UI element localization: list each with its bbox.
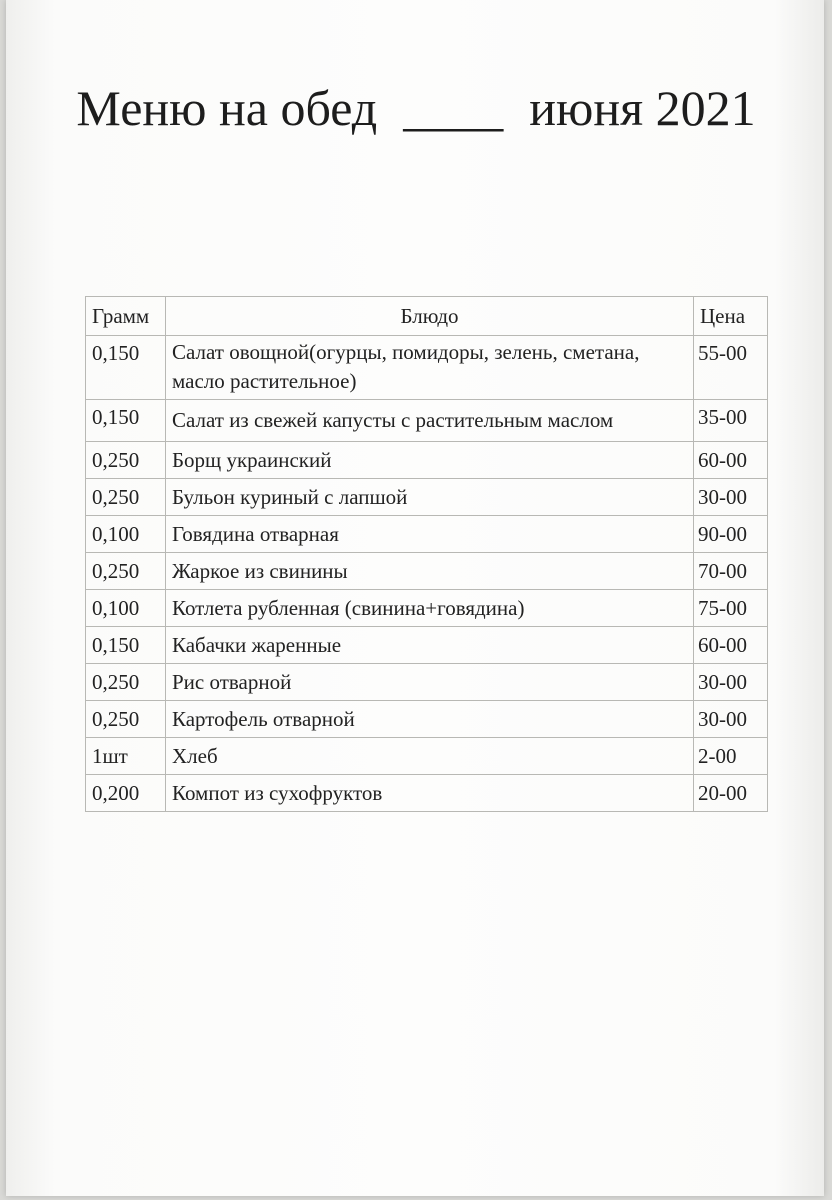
dish-cell: Хлеб [166, 738, 694, 775]
table-row [86, 516, 768, 553]
table-row [86, 553, 768, 590]
header-price: Цена [694, 297, 768, 336]
price-cell: 70-00 [694, 553, 768, 590]
table-row [86, 738, 768, 775]
date-blank: ____ [403, 80, 504, 136]
menu-table-body [86, 336, 768, 812]
table-row [86, 400, 768, 442]
header-dish: Блюдо [166, 297, 694, 336]
dish-cell: Кабачки жаренные [166, 627, 694, 664]
price-cell: 35-00 [694, 400, 768, 442]
gram-cell: 0,250 [86, 479, 166, 516]
gram-cell: 0,250 [86, 664, 166, 701]
table-row [86, 701, 768, 738]
gram-cell: 0,100 [86, 516, 166, 553]
title-prefix: Меню на обед [76, 80, 378, 136]
gram-cell: 1шт [86, 738, 166, 775]
table-row [86, 442, 768, 479]
price-cell: 90-00 [694, 516, 768, 553]
dish-cell: Салат из свежей капусты с растительным маслом [166, 400, 694, 442]
dish-cell: Говядина отварная [166, 516, 694, 553]
price-cell: 55-00 [694, 336, 768, 400]
dish-cell: Рис отварной [166, 664, 694, 701]
header-gram: Грамм [86, 297, 166, 336]
price-cell: 30-00 [694, 664, 768, 701]
table-header-row [86, 297, 768, 336]
table-row [86, 479, 768, 516]
price-cell: 60-00 [694, 627, 768, 664]
gram-cell: 0,150 [86, 627, 166, 664]
price-cell: 30-00 [694, 701, 768, 738]
dish-cell: Жаркое из свинины [166, 553, 694, 590]
gram-cell: 0,150 [86, 400, 166, 442]
table-row [86, 590, 768, 627]
dish-cell: Картофель отварной [166, 701, 694, 738]
table-row [86, 664, 768, 701]
menu-title [0, 78, 832, 138]
table-row [86, 775, 768, 812]
gram-cell: 0,200 [86, 775, 166, 812]
price-cell: 60-00 [694, 442, 768, 479]
price-cell: 20-00 [694, 775, 768, 812]
dish-cell: Бульон куриный с лапшой [166, 479, 694, 516]
gram-cell: 0,150 [86, 336, 166, 400]
table-row [86, 336, 768, 400]
dish-cell: Борщ украинский [166, 442, 694, 479]
price-cell: 30-00 [694, 479, 768, 516]
price-cell: 75-00 [694, 590, 768, 627]
gram-cell: 0,250 [86, 701, 166, 738]
dish-cell: Салат овощной(огурцы, помидоры, зелень, сметана, масло растительное) [166, 336, 694, 400]
dish-cell: Котлета рубленная (свинина+говядина) [166, 590, 694, 627]
dish-cell: Компот из сухофруктов [166, 775, 694, 812]
price-cell: 2-00 [694, 738, 768, 775]
gram-cell: 0,100 [86, 590, 166, 627]
gram-cell: 0,250 [86, 442, 166, 479]
table-row [86, 627, 768, 664]
menu-table [85, 296, 768, 812]
title-suffix: июня 2021 [529, 80, 756, 136]
gram-cell: 0,250 [86, 553, 166, 590]
